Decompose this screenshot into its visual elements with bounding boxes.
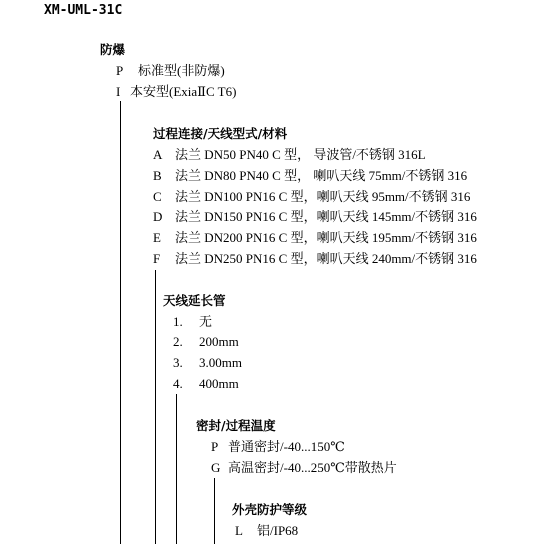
option-text: 3.00mm (199, 355, 242, 370)
explosion-option-i (116, 84, 236, 100)
seal-option-g (211, 460, 397, 476)
option-text: 铝/IP68 (257, 523, 299, 538)
model-code: XM-UML-31C (44, 3, 123, 18)
connection-option-d (153, 209, 477, 225)
option-code: P (211, 439, 219, 454)
option-text: 本安型(ExiaⅡC T6) (130, 84, 237, 99)
seal-heading: 密封/过程温度 (196, 418, 276, 433)
connector-line-connection (155, 270, 156, 544)
connection-option-b (153, 168, 467, 184)
option-text: 标准型(非防爆) (138, 63, 225, 78)
option-code: 2. (173, 334, 183, 349)
connection-option-f (153, 251, 477, 267)
option-code: I (116, 84, 121, 99)
option-code: L (235, 523, 243, 538)
option-code: C (153, 189, 162, 204)
option-code: P (116, 63, 124, 78)
option-code: E (153, 230, 161, 245)
option-code: D (153, 209, 163, 224)
extension-option-2 (173, 334, 239, 350)
connector-line-seal (214, 478, 215, 544)
option-text: 400mm (199, 376, 239, 391)
option-code: G (211, 460, 221, 475)
option-text: 法兰 DN200 PN16 C 型，喇叭天线 195mm/不锈钢 316 (175, 230, 477, 245)
option-text: 普通密封/-40...150℃ (228, 439, 345, 454)
connection-option-c (153, 189, 470, 205)
extension-heading: 天线延长管 (163, 293, 226, 308)
seal-option-p (211, 439, 345, 455)
option-code: 3. (173, 355, 183, 370)
housing-heading: 外壳防护等级 (232, 502, 308, 517)
option-code: B (153, 168, 162, 183)
connector-line-explosion (120, 101, 121, 544)
option-text: 200mm (199, 334, 239, 349)
option-text: 法兰 DN50 PN40 C 型， 导波管/不锈钢 316L (175, 147, 426, 162)
option-text: 法兰 DN100 PN16 C 型，喇叭天线 95mm/不锈钢 316 (175, 189, 471, 204)
option-code: 4. (173, 376, 183, 391)
option-code: A (153, 147, 163, 162)
housing-option-l (235, 523, 298, 539)
extension-option-4 (173, 376, 239, 392)
connector-line-extension (176, 394, 177, 544)
connection-option-a (153, 147, 426, 163)
explosion-heading: 防爆 (100, 42, 126, 57)
option-text: 法兰 DN250 PN16 C 型，喇叭天线 240mm/不锈钢 316 (175, 251, 477, 266)
option-text: 无 (199, 314, 213, 329)
explosion-option-p (116, 63, 225, 79)
extension-option-3 (173, 355, 242, 371)
option-code: F (153, 251, 161, 266)
option-code: 1. (173, 314, 183, 329)
extension-option-1 (173, 314, 212, 330)
option-text: 法兰 DN150 PN16 C 型，喇叭天线 145mm/不锈钢 316 (175, 209, 477, 224)
connection-heading: 过程连接/天线型式/材料 (153, 126, 288, 141)
option-text: 法兰 DN80 PN40 C 型， 喇叭天线 75mm/不锈钢 316 (175, 168, 468, 183)
option-text: 高温密封/-40...250℃带散热片 (228, 460, 397, 475)
connection-option-e (153, 230, 477, 246)
